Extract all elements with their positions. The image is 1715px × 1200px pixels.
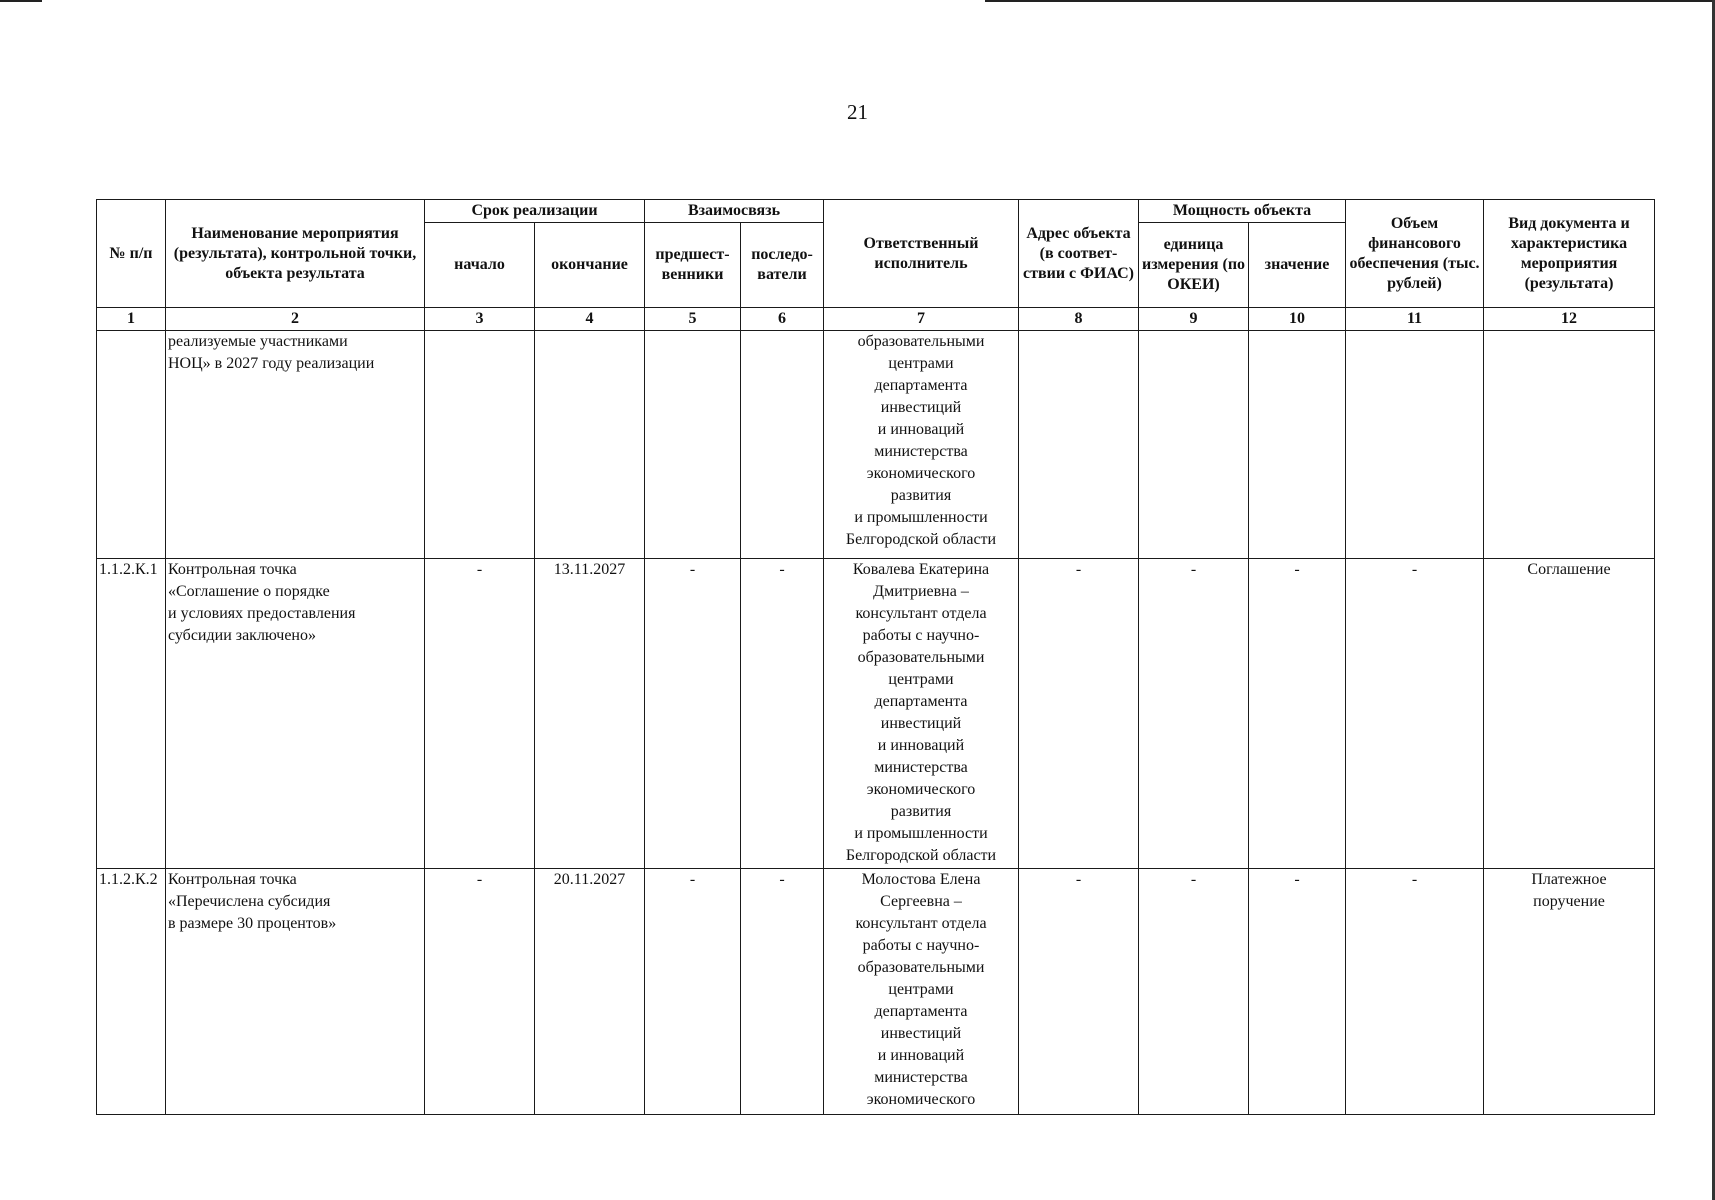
column-number: 9 xyxy=(1139,308,1249,331)
cell-pred xyxy=(645,331,741,558)
cell-end: 13.11.2027 xyxy=(535,558,645,869)
cell-unit xyxy=(1139,331,1249,558)
scan-top-line-left xyxy=(0,0,42,2)
cell-pred: - xyxy=(645,558,741,869)
header-end: окончание xyxy=(535,223,645,308)
cell-name: Контрольная точка «Соглашение о порядке и условиях предоставления субсидии заключено» xyxy=(166,558,425,869)
column-number: 3 xyxy=(425,308,535,331)
header-num: № п/п xyxy=(97,200,166,308)
cell-pred: - xyxy=(645,869,741,1115)
page-number: 21 xyxy=(847,100,868,124)
header-successors: последо-ватели xyxy=(741,223,824,308)
header-document: Вид документа и характеристика мероприятия (результата) xyxy=(1484,200,1655,308)
cell-num xyxy=(97,331,166,558)
header-row-1 xyxy=(97,200,1655,223)
cell-start: - xyxy=(425,869,535,1115)
cell-succ: - xyxy=(741,558,824,869)
header-name: Наименование мероприятия (результата), контрольной точки, объекта результата xyxy=(166,200,425,308)
column-number: 2 xyxy=(166,308,425,331)
cell-financing: - xyxy=(1346,869,1484,1115)
column-number: 1 xyxy=(97,308,166,331)
cell-financing xyxy=(1346,331,1484,558)
cell-document: Соглашение xyxy=(1484,558,1655,869)
header-start: начало xyxy=(425,223,535,308)
column-number: 11 xyxy=(1346,308,1484,331)
column-number: 12 xyxy=(1484,308,1655,331)
column-number: 4 xyxy=(535,308,645,331)
table-row xyxy=(97,331,1655,558)
header-value: значение xyxy=(1249,223,1346,308)
cell-responsible: Молостова Елена Сергеевна – консультант отдела работы с научно- образовательными центрами департамента инвестиций и инноваций министерства экономического xyxy=(824,869,1019,1115)
column-number: 10 xyxy=(1249,308,1346,331)
column-number: 8 xyxy=(1019,308,1139,331)
activity-plan-table xyxy=(96,199,1655,1115)
column-number-row xyxy=(97,308,1655,331)
cell-start xyxy=(425,331,535,558)
cell-responsible: Ковалева Екатерина Дмитриевна – консультант отдела работы с научно- образовательными центрами департамента инвестиций и инноваций министерства экономического развития и промышленности Белгородской области xyxy=(824,558,1019,869)
cell-start: - xyxy=(425,558,535,869)
cell-value xyxy=(1249,331,1346,558)
cell-end: 20.11.2027 xyxy=(535,869,645,1115)
cell-value: - xyxy=(1249,869,1346,1115)
header-link-group: Взаимосвязь xyxy=(645,200,824,223)
column-number: 6 xyxy=(741,308,824,331)
cell-succ: - xyxy=(741,869,824,1115)
cell-unit: - xyxy=(1139,558,1249,869)
cell-num: 1.1.2.К.1 xyxy=(97,558,166,869)
cell-address: - xyxy=(1019,869,1139,1115)
column-number: 7 xyxy=(824,308,1019,331)
cell-value: - xyxy=(1249,558,1346,869)
header-responsible: Ответственный исполнитель xyxy=(824,200,1019,308)
header-address: Адрес объекта (в соответ-ствии с ФИАС) xyxy=(1019,200,1139,308)
column-number: 5 xyxy=(645,308,741,331)
header-power-group: Мощность объекта xyxy=(1139,200,1346,223)
cell-document xyxy=(1484,331,1655,558)
cell-succ xyxy=(741,331,824,558)
scan-top-line-right xyxy=(985,0,1715,2)
table-row xyxy=(97,558,1655,869)
table-row xyxy=(97,869,1655,1115)
cell-num: 1.1.2.К.2 xyxy=(97,869,166,1115)
cell-name: реализуемые участниками НОЦ» в 2027 году реализации xyxy=(166,331,425,558)
header-unit: единица измерения (по ОКЕИ) xyxy=(1139,223,1249,308)
cell-document: Платежное поручение xyxy=(1484,869,1655,1115)
cell-responsible: образовательными центрами департамента инвестиций и инноваций министерства экономического развития и промышленности Белгородской области xyxy=(824,331,1019,558)
header-financing: Объем финансового обеспечения (тыс. рублей) xyxy=(1346,200,1484,308)
cell-name: Контрольная точка «Перечислена субсидия в размере 30 процентов» xyxy=(166,869,425,1115)
cell-address: - xyxy=(1019,558,1139,869)
cell-address xyxy=(1019,331,1139,558)
cell-financing: - xyxy=(1346,558,1484,869)
cell-unit: - xyxy=(1139,869,1249,1115)
header-predecessors: предшест-венники xyxy=(645,223,741,308)
header-term-group: Срок реализации xyxy=(425,200,645,223)
cell-end xyxy=(535,331,645,558)
